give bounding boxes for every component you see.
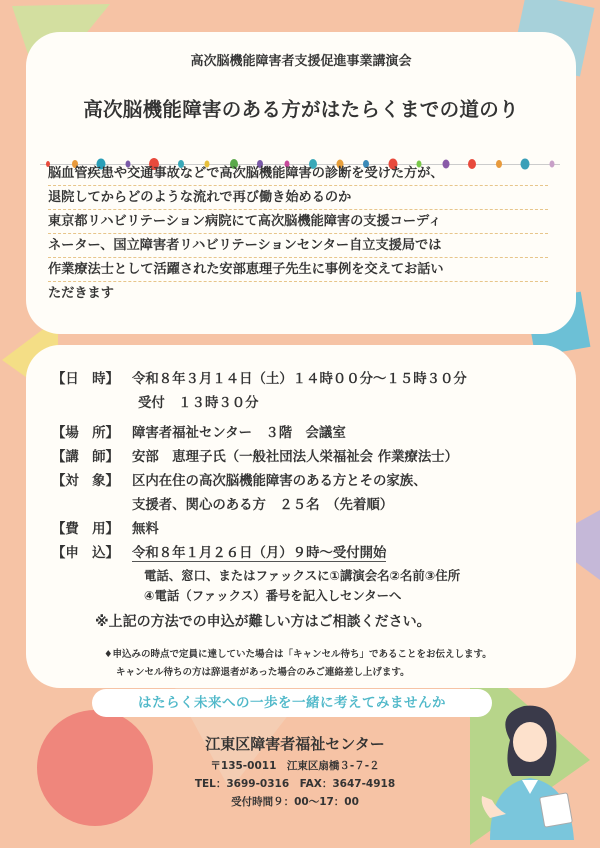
organizer-name: 江東区障害者福祉センター: [205, 735, 385, 753]
pink-circle-bottom-left: [37, 710, 153, 826]
fee-value: 無料: [132, 522, 159, 537]
place-value: 障害者福祉センター ３階 会議室: [132, 426, 346, 441]
lecturer-value: 安部 恵理子氏（一般社団法人栄福祉会 作業療法士）: [132, 450, 459, 465]
apply-detail-1: 電話、窓口、またはファックスに①講演会名②名前③住所: [144, 568, 461, 583]
intro-line: ネーター、国立障害者リハビリテーションセンター自立支援局では: [48, 234, 548, 258]
place-label: 【場 所】: [52, 426, 119, 441]
date-label: 【日 時】: [52, 372, 119, 387]
intro-text: [48, 162, 548, 305]
cancel-note-1: ♦申込みの時点で定員に達していた場合は「キャンセル待ち」であることをお伝えします。: [104, 649, 492, 660]
consult-note: ※上記の方法での申込が難しい方はご相談ください。: [95, 614, 431, 630]
event-title: 高次脳機能障害のある方がはたらくまでの道のり: [83, 98, 519, 121]
intro-line: 東京都リハビリテーション病院にて高次脳機能障害の支援コーディ: [48, 210, 548, 234]
fee-label: 【費 用】: [52, 522, 119, 537]
organizer-contact: TEL：3699-0316 FAX：3647-4918: [194, 778, 396, 790]
reception-value: 受付 １３時３０分: [138, 396, 259, 411]
intro-line: 退院してからどのような流れで再び働き始めるのか: [48, 186, 548, 210]
intro-line: 脳血管疾患や交通事故などで高次脳機能障害の診断を受けた方が、: [48, 162, 548, 186]
staff-illustration: [470, 700, 580, 840]
intro-line: ただきます: [48, 286, 114, 301]
target-label: 【対 象】: [52, 474, 119, 489]
apply-detail-2: ④電話（ファックス）番号を記入しセンターへ: [144, 588, 402, 603]
apply-label: 【申 込】: [52, 546, 119, 561]
intro-line: 作業療法士として活躍された安部恵理子先生に事例を交えてお話い: [48, 258, 548, 282]
apply-value: 令和８年１月２６日（月）９時～受付開始: [132, 542, 386, 562]
target-value-1: 区内在住の高次脳機能障害のある方とその家族、: [132, 474, 427, 489]
event-subtitle: 高次脳機能障害者支援促進事業講演会: [190, 54, 412, 69]
lecturer-label: 【講 師】: [52, 450, 119, 465]
call-to-action-banner: はたらく未来への一歩を一緒に考えてみませんか: [92, 689, 492, 717]
organizer-address: 〒135-0011 江東区扇橋３-７-２: [210, 760, 380, 772]
details-card: [26, 345, 576, 688]
target-value-2: 支援者、関心のある方 ２５名 （先着順）: [132, 498, 394, 513]
divider-dot: [549, 161, 554, 168]
cancel-note-2: キャンセル待ちの方は辞退者があった場合のみご連絡差し上げます。: [116, 667, 410, 678]
date-value: 令和８年３月１４日（土）１４時００分～１５時３０分: [132, 372, 467, 387]
reception-hours: 受付時間９：00～17：00: [231, 796, 359, 808]
